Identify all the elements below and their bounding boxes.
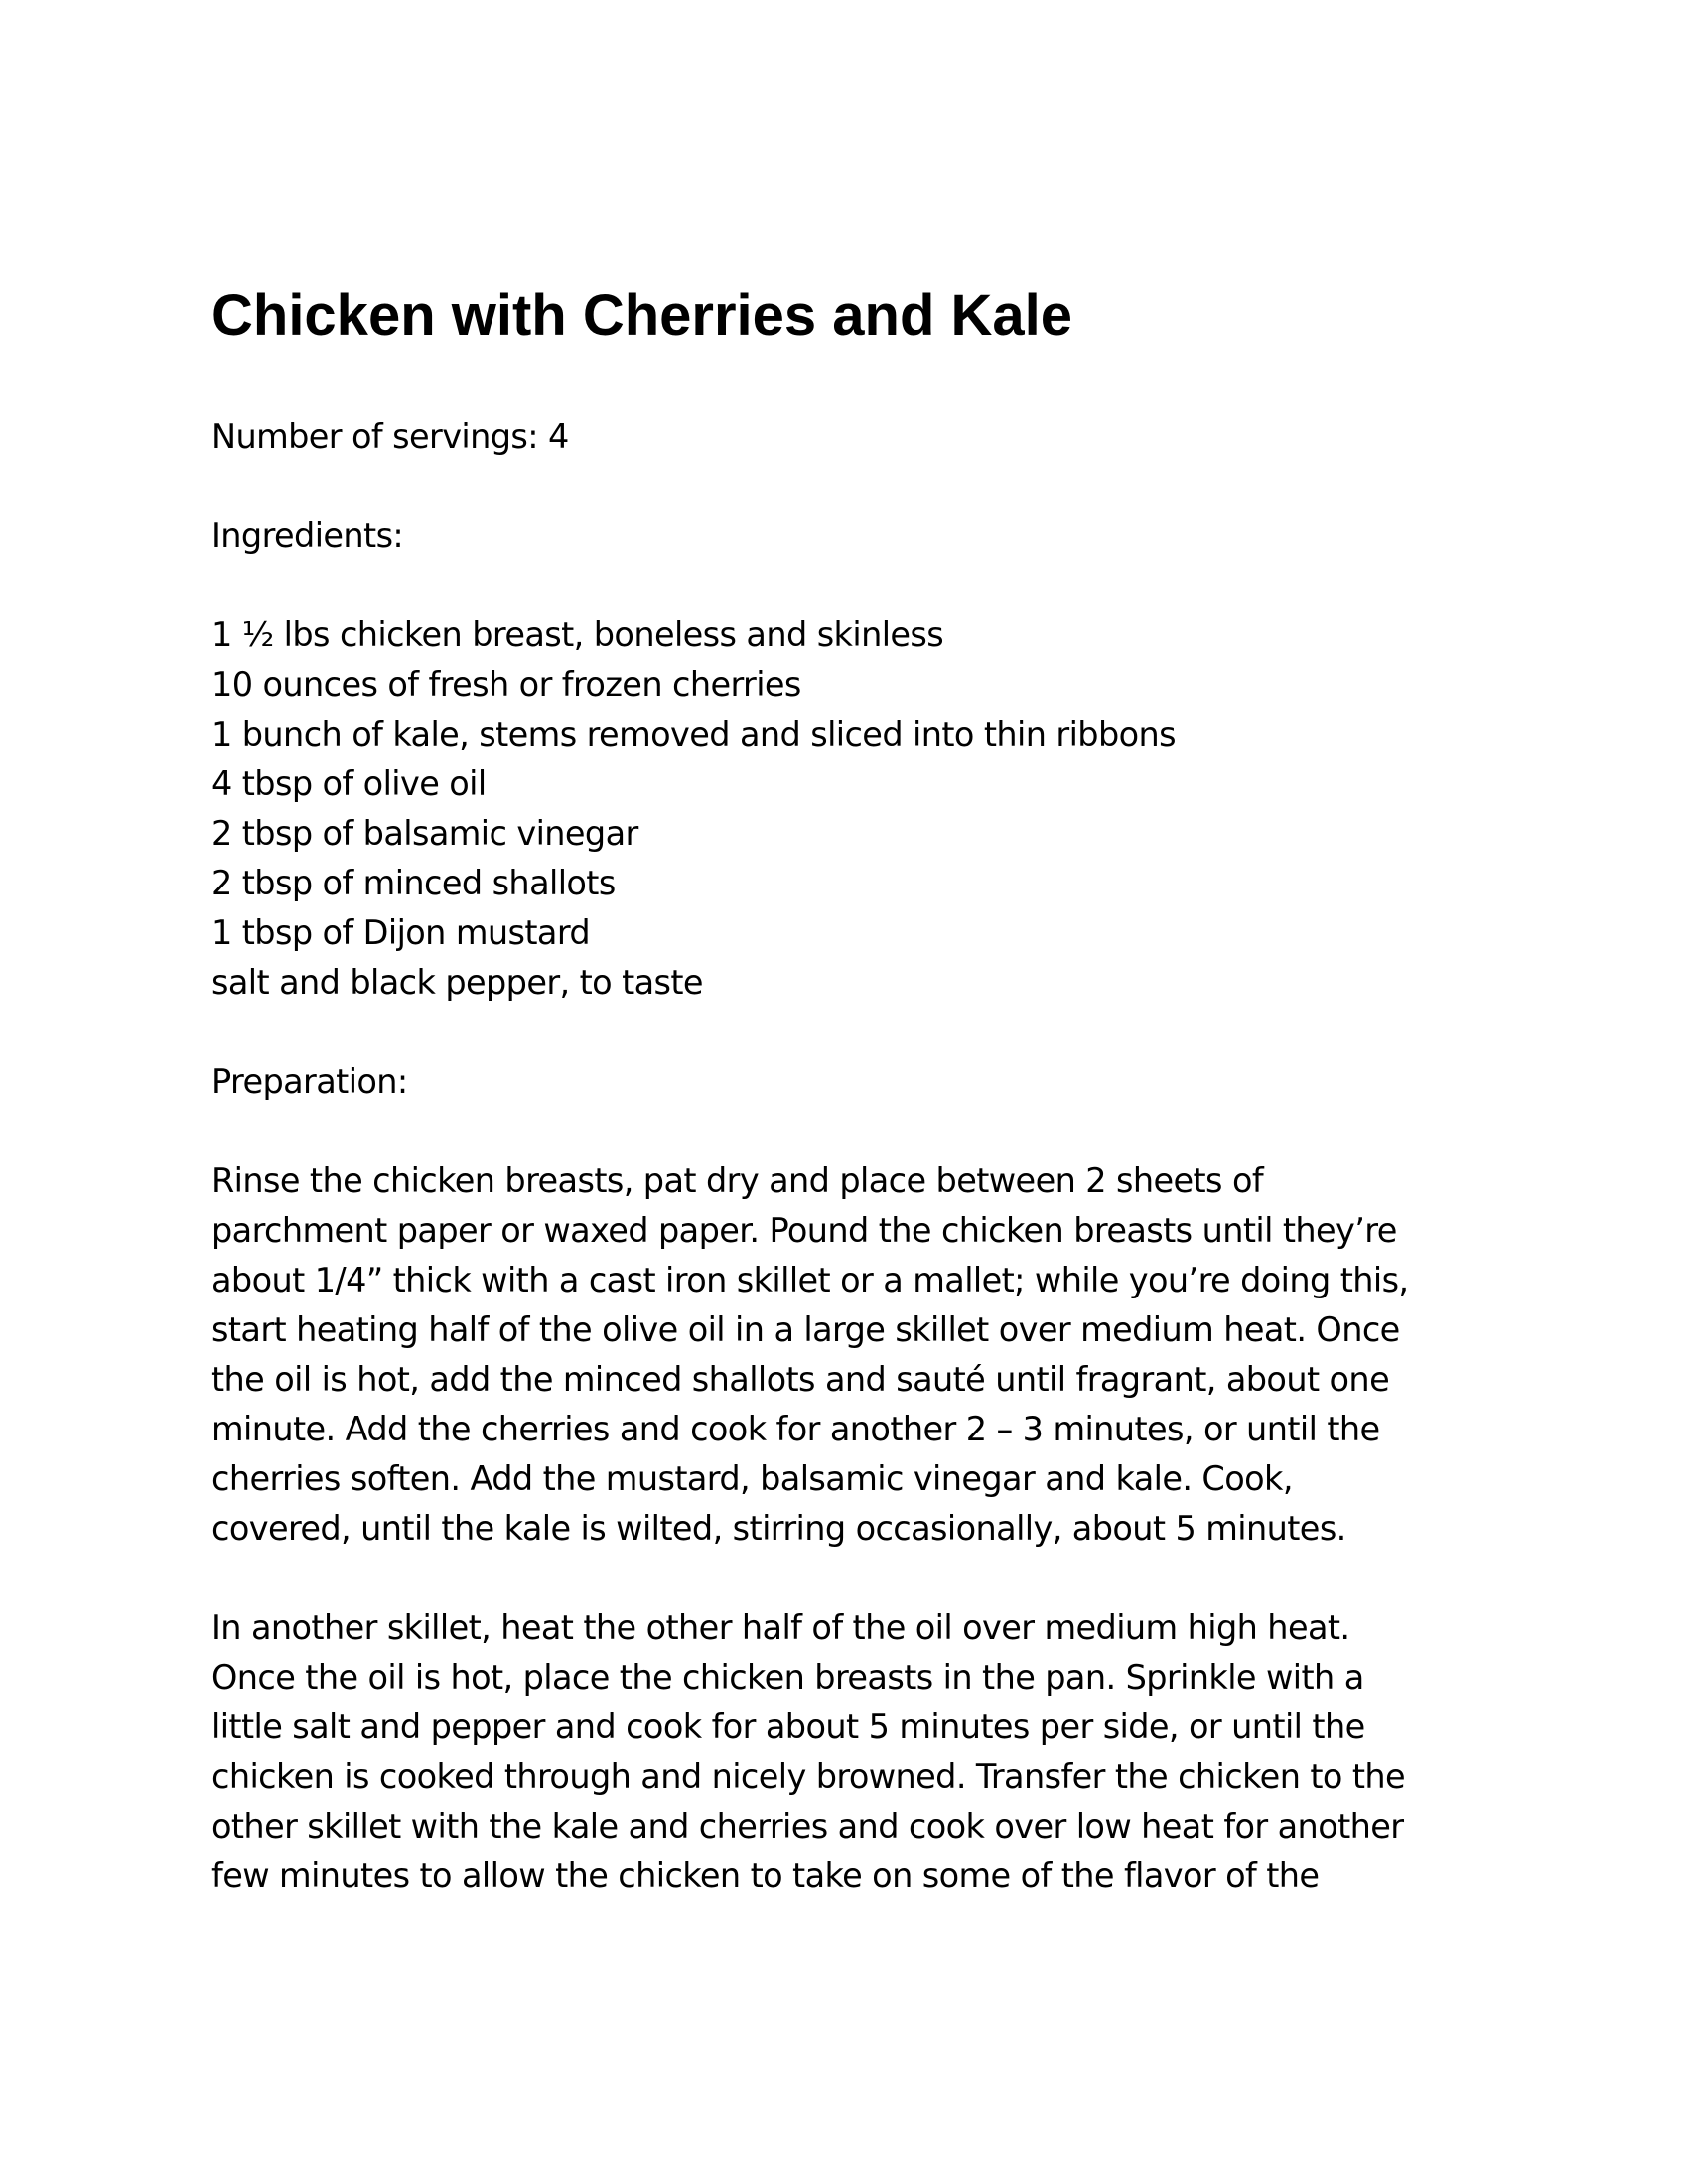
recipe-title: Chicken with Cherries and Kale [211, 283, 1073, 347]
paragraph-line: about 1/4” thick with a cast iron skillet or a mallet; while you’re doing this, [211, 1261, 1409, 1299]
preparation-paragraph [211, 1157, 1532, 1554]
ingredient-item: 1 bunch of kale, stems removed and sliced into thin ribbons [211, 715, 1176, 753]
ingredient-item: 2 tbsp of balsamic vinegar [211, 814, 638, 853]
paragraph-line: chicken is cooked through and nicely browned. Transfer the chicken to the [211, 1757, 1406, 1796]
ingredient-item: 4 tbsp of olive oil [211, 764, 487, 803]
paragraph-line: other skillet with the kale and cherries and cook over low heat for another [211, 1807, 1404, 1845]
paragraph-line: Once the oil is hot, place the chicken breasts in the pan. Sprinkle with a [211, 1658, 1364, 1697]
preparation-paragraph [211, 1603, 1532, 1901]
paragraph-line: little salt and pepper and cook for about 5 minutes per side, or until the [211, 1707, 1365, 1746]
ingredient-item: 10 ounces of fresh or frozen cherries [211, 665, 801, 704]
paragraph-line: the oil is hot, add the minced shallots and sauté until fragrant, about one [211, 1360, 1390, 1399]
paragraph-line: covered, until the kale is wilted, stirring occasionally, about 5 minutes. [211, 1509, 1346, 1548]
paragraph-line: minute. Add the cherries and cook for another 2 – 3 minutes, or until the [211, 1410, 1380, 1448]
paragraph-line: parchment paper or waxed paper. Pound the chicken breasts until they’re [211, 1211, 1397, 1250]
servings-line: Number of servings: 4 [211, 417, 569, 456]
ingredients-heading: Ingredients: [211, 516, 404, 555]
paragraph-line: start heating half of the olive oil in a large skillet over medium heat. Once [211, 1310, 1400, 1349]
ingredient-item: 1 tbsp of Dijon mustard [211, 913, 591, 952]
ingredient-item: 2 tbsp of minced shallots [211, 864, 616, 902]
ingredient-item: salt and black pepper, to taste [211, 963, 703, 1002]
paragraph-line: cherries soften. Add the mustard, balsamic vinegar and kale. Cook, [211, 1459, 1293, 1498]
paragraph-line: In another skillet, heat the other half of the oil over medium high heat. [211, 1608, 1350, 1647]
paragraph-line: few minutes to allow the chicken to take on some of the flavor of the [211, 1856, 1320, 1895]
paragraph-line: Rinse the chicken breasts, pat dry and place between 2 sheets of [211, 1161, 1264, 1200]
preparation-heading: Preparation: [211, 1062, 408, 1101]
ingredient-list [211, 611, 1176, 1008]
ingredient-item: 1 ½ lbs chicken breast, boneless and skinless [211, 615, 944, 654]
